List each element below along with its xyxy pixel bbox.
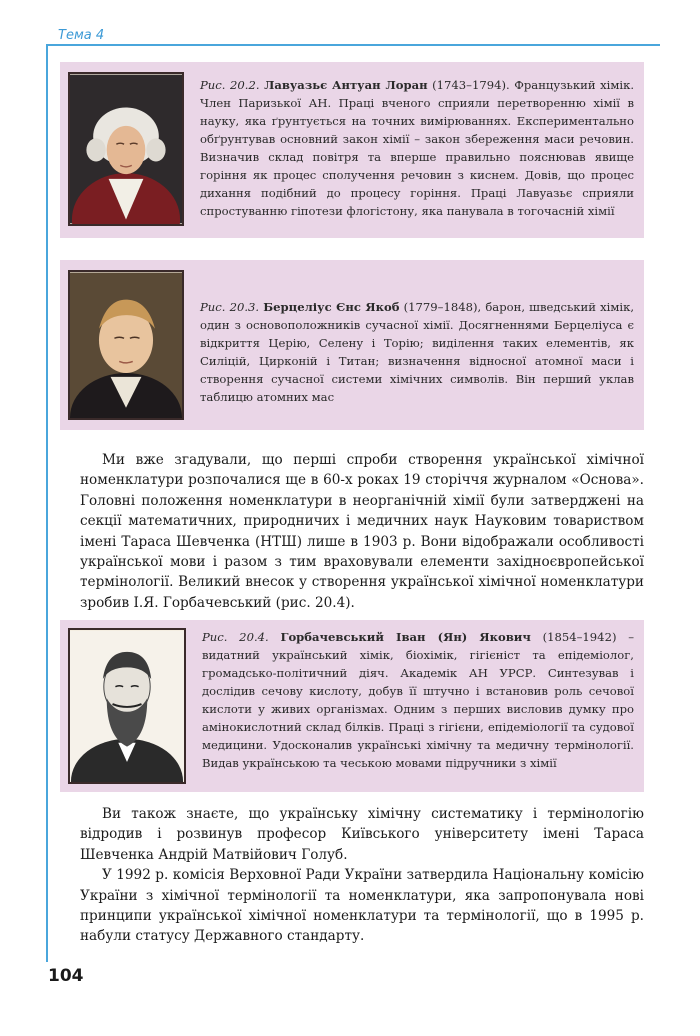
figure-box-berzelius — [60, 260, 644, 430]
body-text-bottom — [80, 804, 644, 947]
paragraph: Ми вже згадували, що перші спроби створення української хімічної номенклатури розпочалися ще в 60-х роках 19 сторіччя журналом «Основа». Головні положення номенклатури в неорганічній хімії були затверджені на секції математичних, природничих і медичних наук Науковим товариством імені Тараса Шевченка (НТШ) лише в 1903 р. Вони відображали особливості української мови і разом з тим враховували елементи західноєвропейської термінології. Великий внесок у створення української хімічної номенклатури зробив І.Я. Горбачевський (рис. 20.4). — [80, 452, 644, 611]
portrait-lavoisier — [68, 72, 184, 226]
portrait-berzelius — [68, 270, 184, 420]
person-name: Горбачевський Іван (Ян) Якович — [280, 630, 531, 644]
person-name: Лавуазьє Антуан Лоран — [264, 78, 428, 92]
person-years: (1779–1848), — [403, 300, 482, 314]
header-rule — [46, 44, 660, 46]
caption-berzelius — [200, 298, 634, 406]
figure-box-lavoisier — [60, 62, 644, 238]
person-years: (1854–1942) — [542, 630, 617, 644]
caption-lavoisier — [200, 76, 634, 220]
caption-text: – видатний український хімік, біохімік, гігієніст та епідеміолог, громадсько-політичний діяч. Академік АН УРСР. Синтезував і дослідив сечову кислоту, добув її штучно і встановив роль сечової кислоти у живих організмах. Одним з перших висловив думку про амінокислотний склад білків. Праці з гігієни, епідеміології та судової медицини. Удосконалив українські хімічну та медичну термінології. Видав українською та чеською мовами підручники з хімії — [202, 630, 635, 770]
person-years: (1743–1794). — [432, 78, 510, 92]
topic-label: Тема 4 — [58, 28, 105, 43]
caption-text: Французький хімік. Член Паризької АН. Праці вченого сприяли перетворенню хімії в науку, яка ґрунтується на точних вимірюваннях. Експериментально обґрунтував основний закон хімії – закон збереження маси речовин. Визначив склад повітря та вперше правильно пояснював явище горіння як процес сполучення речовин з киснем. Довів, що процес дихання подібний до процесу горіння. Праці Лавуазьє сприяли спростуванню гіпотези флогістону, яка панувала в тогочасній хімії — [200, 78, 635, 218]
figure-box-horbaczewski — [60, 620, 644, 792]
page-number: 104 — [36, 962, 90, 990]
caption-horbaczewski — [202, 628, 634, 772]
figure-label: Рис. 20.3. — [200, 300, 260, 314]
portrait-horbaczewski — [68, 628, 186, 784]
caption-text: барон, шведський хімік, один з основоположників сучасної хімії. Досягненнями Берцеліуса є відкриття Церію, Селену і Торію; виділення таких елементів, як Силіцій, Цирконій і Титан; визначення відносної атомної маси і створення сучасної системи хімічних символів. Він перший уклав таблицю атомних мас — [200, 300, 635, 404]
person-name: Берцеліус Єнс Якоб — [263, 300, 400, 314]
paragraph: Ви також знаєте, що українську хімічну систематику і термінологію відродив і розвинув професор Київського університету імені Тараса Шевченка Андрій Матвійович Голуб. — [80, 806, 644, 863]
figure-label: Рис. 20.2. — [200, 78, 260, 92]
paragraph: У 1992 р. комісія Верховної Ради України затвердила Національну комісію України з хімічної термінології та номенклатури, яка запропонувала нові принципи української хімічної номенклатури та термінології, що в 1995 р. набули статусу Державного стандарту. — [80, 867, 644, 945]
margin-rule-vertical — [46, 44, 48, 962]
figure-label: Рис. 20.4. — [202, 630, 269, 644]
body-text-top — [80, 450, 644, 613]
